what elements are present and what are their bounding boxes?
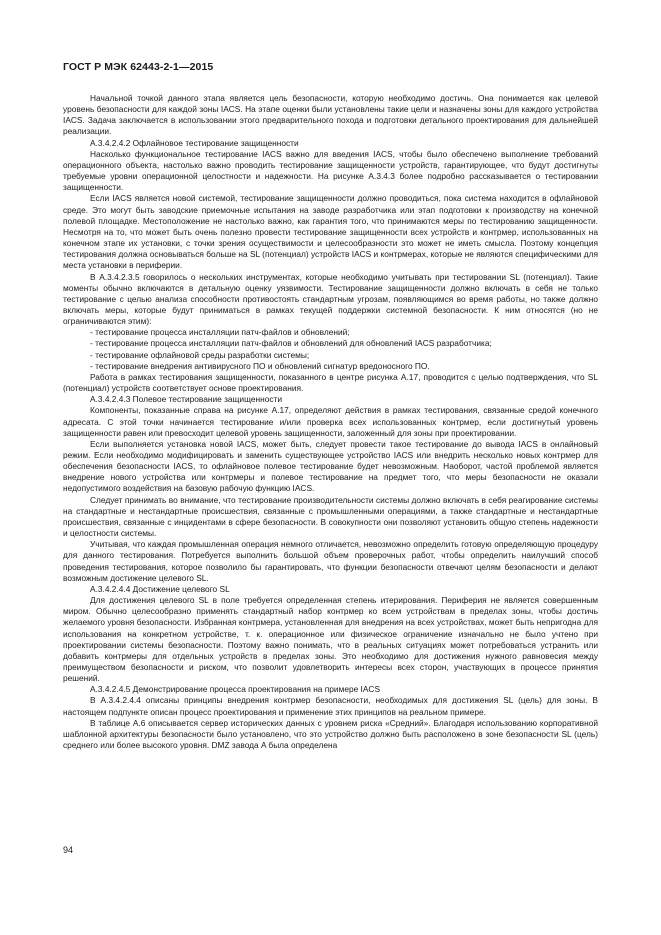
body-paragraph: Для достижения целевого SL в поле требуется определенная степень итерирования. Периферия не является совершенным миром. Обычно целесообразно применять стандартный набор контрмер ко всем устройствам в пределах зоны, чтобы достичь желаемого уровня безопасности. Избранная контрмера, установленная для внедрения на всех устройствах, может быть непригодна для использования на конкретном устройстве, т. к. операционное или физическое ограничение изначально не было учтено при проектировании системы безопасности. Поэтому важно понимать, что в реальных ситуациях может потребоваться устранить или добавить контрмеры для отдельных устройств в пределах зоны. Это необходимо для достижения нужного равновесия между преимуществом безопасности и риском, что позволит удовлетворить интересы всех сторон, участвующих в процессе принятия решений.: [63, 595, 598, 684]
section-heading: A.3.4.2.4.4 Достижение целевого SL: [90, 583, 230, 594]
body-paragraph: В таблице A.6 описывается сервер исторических данных с уровнем риска «Средний». Благодаря использованию корпоративной шаблонной архитектуры безопасности было установлено, что это устройство должно быть расположено в зоне безопасности SL (цель) среднего или более высокого уровня. DMZ завода A была определена: [63, 717, 598, 751]
body-paragraph: Насколько функциональное тестирование IACS важно для введения IACS, чтобы было обеспечено выполнение требований операционного объекта, настолько важно проводить тестирование защищенности устройств, гарантирующее, что будут достигнуты требуемые уровни операционной целостности и надежности. На рисунке A.3.4.3 более подробно рассказывается о тестировании защищенности.: [63, 148, 598, 193]
list-item: - тестирование процесса инсталляции патч-файлов и обновлений;: [63, 327, 598, 338]
body-paragraph: Начальной точкой данного этапа является цель безопасности, которую необходимо достичь. Она понимается как целевой уровень безопасности для каждой зоны IACS. На этапе оценки были установлены такие цели и назначены зоны для каждого устройства IACS. Задача заключается в использовании этого предварительного похода и подготовки детального проектирования для дальнейшей реализации.: [63, 93, 598, 137]
page-number: 94: [63, 845, 74, 855]
body-paragraph: Если IACS является новой системой, тестирование защищенности должно проводиться, пока система находится в офлайновой среде. Это могут быть заводские приемочные испытания на заводе разработчика или этап подготовки к производству на конечной полевой площадке. Местоположение не настолько важно, как гарантия того, что принимаются меры по тестированию защищенности. Несмотря на то, что может быть очень полезно провести тестирование защищенности всех устройств и контрмер, использованных на конечном этапе их установки, с точки зрения осуществимости и целесообразности это может не иметь смысла. Поэтому концепция тестирования должна основываться больше на SL (потенциал) устройств IACS и контрмерах, которые не являются специфическими для места установки в периферии.: [63, 193, 598, 271]
section-heading: A.3.4.2.4.3 Полевое тестирование защищенности: [90, 394, 282, 405]
body-paragraph: В A.3.4.2.3.5 говорилось о нескольких инструментах, которые необходимо учитывать при тестировании SL (потенциал). Такие моменты обычно включаются в детальную оценку уязвимости. Тестирование защищенности должно включать в себя не только тестирование с целью анализа способности противостоять стандартным угрозам, появляющимся во время работы, но также должно включать меры, которые будут приниматься в рамках текущей поддержки системной безопасности. К ним относятся (но не ограничиваются этим):: [63, 271, 598, 327]
body-paragraph: Следует принимать во внимание, что тестирование производительности системы должно включать в себя реагирование системы на стандартные и нестандартные происшествия, связанные с промышленными операциями, а также стандартные и нестандартные происшествия, связанные с инцидентами в сфере безопасности. В совокупности они позволяют установить общую степень надежности и целостности системы.: [63, 494, 598, 539]
body-paragraph: Компоненты, показанные справа на рисунке A.17, определяют действия в рамках тестирования, связанные средой конечного адресата. С этой точки начинается тестирование и/или проверка всех использованных контрмер, если достигнутый уровень защищенности равен или превосходит целевой уровень защищенности, заложенный для зоны при проектировании.: [63, 405, 598, 438]
body-paragraph: Работа в рамках тестирования защищенности, показанного в центре рисунка A.17, проводится с целью подтверждения, что SL (потенциал) устройств соответствует основе проектирования.: [63, 371, 598, 394]
list-item: - тестирование процесса инсталляции патч-файлов и обновлений для обновлений IACS разработчика;: [63, 338, 598, 349]
section-heading: A.3.4.2.4.5 Демонстрирование процесса проектирования на примере IACS: [90, 684, 381, 695]
list-item: - тестирование офлайновой среды разработки системы;: [63, 350, 598, 361]
body-paragraph: Учитывая, что каждая промышленная операция немного отличается, невозможно определить готовую определяющую процедуру для данного тестирования. Потребуется выполнить большой объем проверочных работ, чтобы определить наилучший способ проведения тестирования, которое позволило бы гарантировать, что функции безопасности отвечают целям безопасности и делают возможным достижение целевого SL.: [63, 539, 598, 583]
body-paragraph: Если выполняется установка новой IACS, может быть, следует провести такое тестирование до вывода IACS в онлайновый режим. Если необходимо модифицировать и заменить существующее устройство IACS или внедрить несколько новых контрмер для обеспечения безопасности IACS, то офлайновое полевое тестирование будет невозможным. Наоборот, частой проблемой является внедрение нового устройства или контрмеры и полевое тестирование на предмет того, что меры безопасности не оказали недопустимого воздействия на базовую рабочую функцию IACS.: [63, 438, 598, 494]
document-header: ГОСТ Р МЭК 62443-2-1—2015: [63, 61, 214, 73]
list-item: - тестирование внедрения антивирусного ПО и обновлений сигнатур вредоносного ПО.: [63, 361, 598, 372]
body-paragraph: В A.3.4.2.4.4 описаны принципы внедрения контрмер безопасности, необходимых для достижения SL (цель) для зоны. В настоящем подпункте описан процесс проектирования и применение этих принципов на реальном примере.: [63, 695, 598, 717]
section-heading: A.3.4.2.4.2 Офлайновое тестирование защищенности: [90, 137, 299, 148]
document-body: [63, 93, 598, 751]
